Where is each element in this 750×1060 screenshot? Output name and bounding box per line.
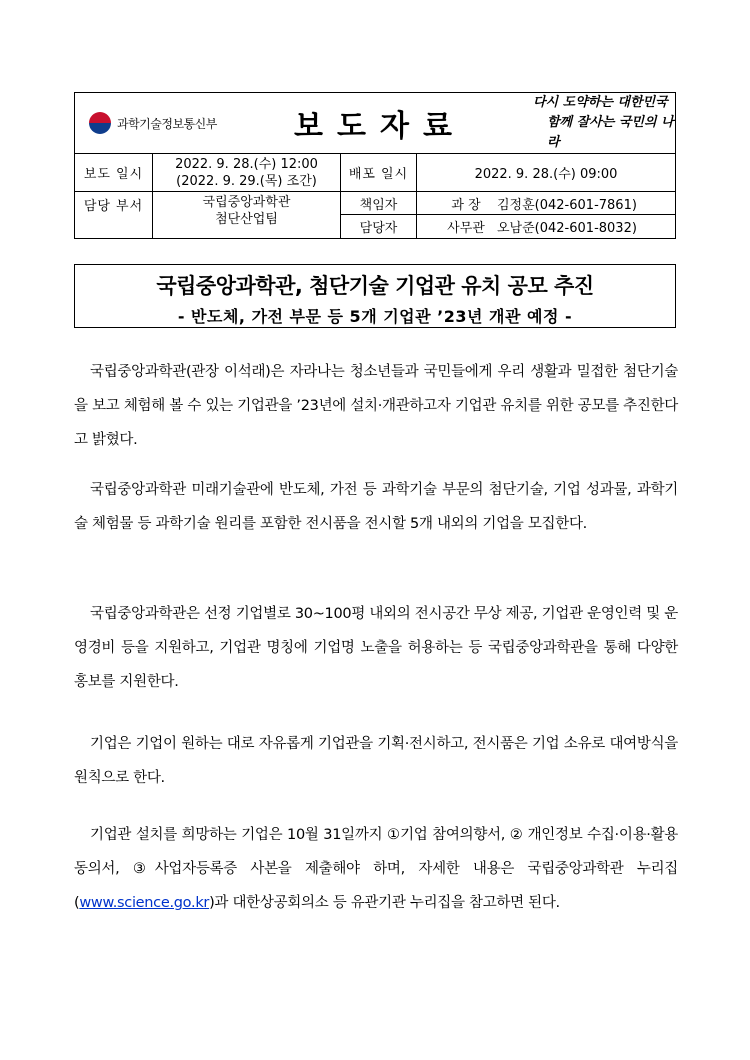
body-paragraph-2: 국립중앙과학관 미래기술관에 반도체, 가전 등 과학기술 부문의 첨단기술, 기업 성과물, 과학기술 체험물 등 과학기술 원리를 포함한 전시품을 전시할 5개 내외의 기업을 모집한다. [74,482,678,532]
dept-line-1: 국립중앙과학관 [202,195,291,210]
distribution-label: 배포 일시 [341,154,417,192]
manager-role: 과 장 [451,197,481,213]
dept-label: 담당 부서 [75,192,153,238]
government-slogan [515,93,675,153]
manager-info [417,192,675,215]
doc-type-title: 보도자료 [294,109,466,144]
body-paragraph-4: 기업은 기업이 원하는 대로 자유롭게 기업관을 기획·전시하고, 전시품은 기업 소유로 대여방식을 원칙으로 한다. [74,736,678,786]
science-website-link[interactable]: www.science.go.kr [79,895,210,911]
dept-name [153,192,341,238]
body-paragraph-3: 국립중앙과학관은 선정 기업별로 30~100평 내외의 전시공간 무상 제공, 기업관 운영인력 및 운영경비 등을 지원하고, 기업관 명칭에 기업명 노출을 허용하는 등 국립중앙과학관을 통해 다양한 홍보를 지원한다. [74,606,678,690]
dept-line-2: 첨단산업팀 [215,212,278,227]
press-header-table [74,92,676,239]
staff-role: 사무관 [447,221,485,236]
paragraph-5-text-a: 기업관 설치를 희망하는 기업은 10월 31일까지 ①기업 참여의향서, ② 개인정보 수집·이용·활용 동의서, ③사업자등록증 사본을 제출해야 하며, 자세한 내용은 국립중앙과학관 누리집( [74,827,678,911]
header-top-row [75,93,675,154]
staff-label: 담당자 [341,215,417,238]
manager-label: 책임자 [341,192,417,215]
paragraph-5-text-b: )과 대한상공회의소 등 유관기관 누리집을 참고하면 된다. [209,895,560,911]
body-paragraph-5 [74,818,678,920]
manager-contact: 김정훈(042-601-7861) [497,197,637,213]
staff-info [417,215,675,238]
distribution-time: 2022. 9. 28.(수) 09:00 [417,154,675,192]
headline-subtitle: - 반도체, 가전 부문 등 5개 기업관 ’23년 개관 예정 - [177,307,573,326]
headline-title: 국립중앙과학관, 첨단기술 기업관 유치 공모 추진 [156,274,594,298]
headline-box [74,264,676,328]
body-paragraph-1: 국립중앙과학관(관장 이석래)은 자라나는 청소년들과 국민들에게 우리 생활과 밀접한 첨단기술을 보고 체험해 볼 수 있는 기업관을 ’23년에 설치·개관하고자 기업관 유치를 위한 공모를 추진한다고 밝혔다. [74,364,678,448]
taegeuk-icon [89,112,111,134]
release-label: 보도 일시 [75,154,153,192]
header-info-grid [75,154,675,238]
release-line-1: 2022. 9. 28.(수) 12:00 [175,156,318,172]
ministry-name: 과학기술정보통신부 [117,116,217,131]
release-time [153,154,341,192]
slogan-line-2: 함께 잘사는 국민의 나라 [547,115,674,150]
slogan-line-1: 다시 도약하는 대한민국 [533,95,668,110]
ministry-logo [75,93,245,153]
staff-contact: 오남준(042-601-8032) [497,221,637,236]
release-line-2: (2022. 9. 29.(목) 조간) [176,173,317,189]
